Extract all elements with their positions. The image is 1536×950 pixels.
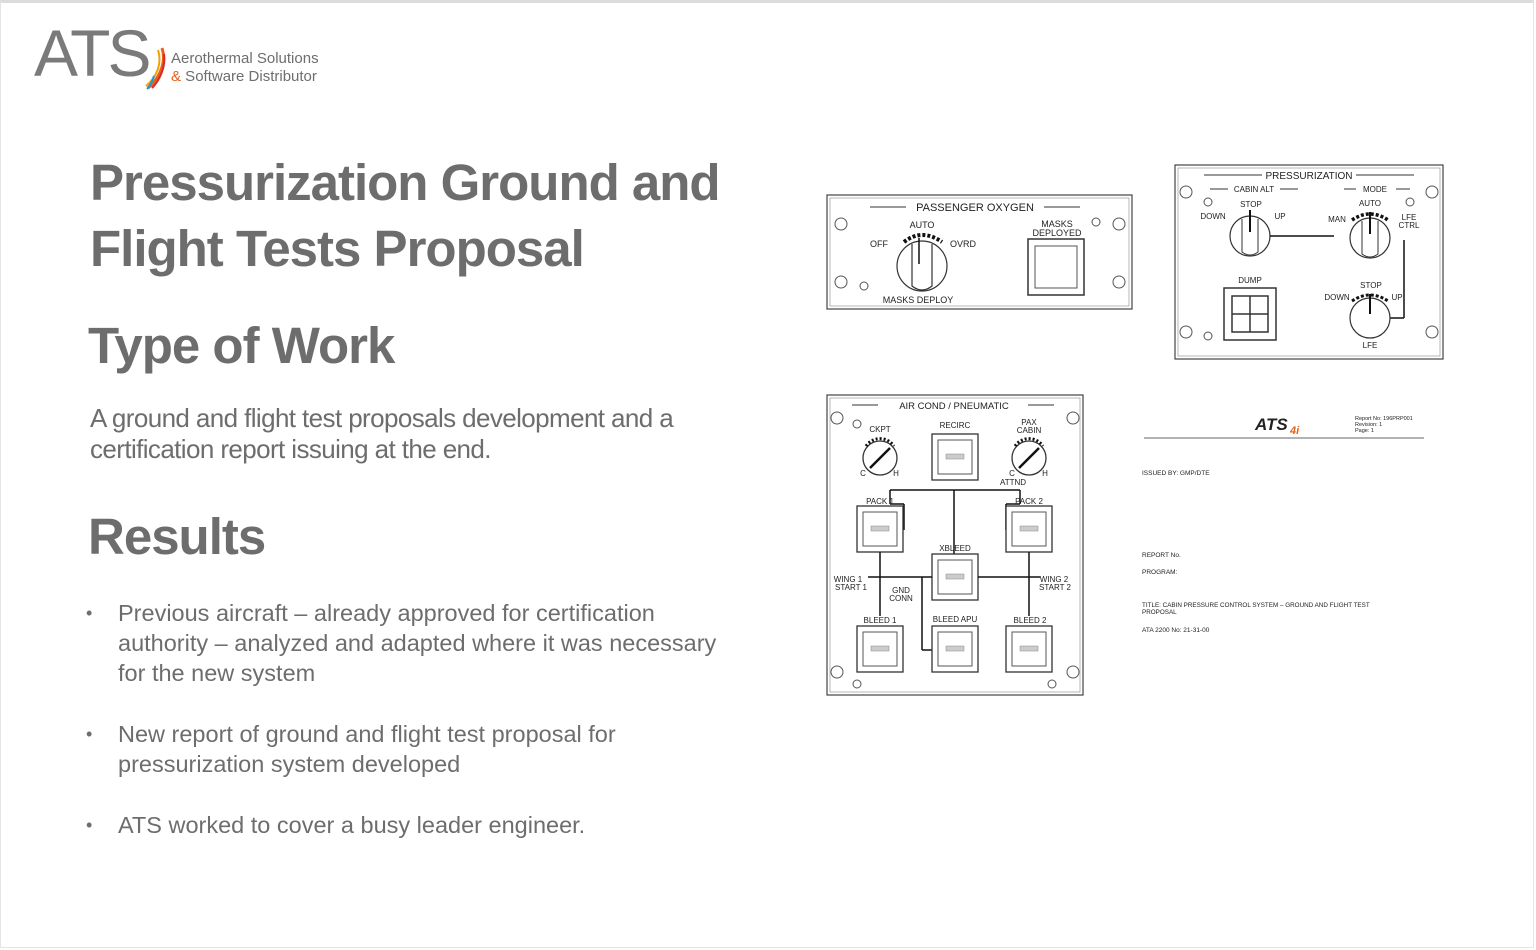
pack1-label: PACK 1 (866, 497, 894, 506)
recirc-label: RECIRC (939, 421, 971, 430)
results-item (86, 598, 726, 688)
report-number: Report No: 196PRP001 (1355, 416, 1413, 422)
bullet-icon: • (86, 815, 93, 835)
oxygen-ovrd-label: OVRD (949, 239, 977, 249)
type-of-work-description: A ground and flight test proposals development and a certification report issuing at the end. (90, 403, 674, 464)
logo-line-2-text: Software Distributor (181, 68, 317, 85)
aircond-title: AIR COND / PNEUMATIC (899, 401, 1009, 412)
masks-deployed-button[interactable] (1028, 239, 1084, 295)
cabin-alt-label: CABIN ALT (1233, 185, 1275, 194)
pax-h-label: H (1042, 469, 1048, 478)
results-list (86, 598, 726, 871)
results-item-text: Previous aircraft – already approved for certification authority – analyzed and adapted where it was necessary for the new system (118, 600, 717, 686)
wing1-label: WING 1 (833, 575, 863, 584)
report-no-label: REPORT No. (1142, 552, 1181, 559)
oxygen-off-label: OFF (870, 239, 888, 249)
results-heading: Results (88, 508, 266, 565)
conn-label: CONN (889, 594, 913, 603)
results-item-text: ATS worked to cover a busy leader engineer. (118, 812, 586, 838)
results-item (86, 719, 726, 779)
cabin-alt-stop-label: STOP (1240, 200, 1262, 209)
lfe-down-label: DOWN (1324, 293, 1350, 302)
start2-label: START 2 (1038, 583, 1072, 592)
attnd-label: ATTND (999, 478, 1027, 487)
bullet-icon: • (86, 603, 93, 623)
pressurization-title: PRESSURIZATION (1265, 171, 1353, 182)
report-revision: Revision: 1 (1355, 422, 1383, 428)
results-item-text: New report of ground and flight test proposal for pressurization system developed (118, 721, 616, 777)
cabin-alt-up-label: UP (1274, 212, 1286, 221)
report-program-label: PROGRAM: (1142, 569, 1178, 576)
start1-label: START 1 (834, 583, 868, 592)
passenger-oxygen-diagram (826, 194, 1134, 312)
mode-label: MODE (1363, 185, 1387, 194)
logo-line-1: Aerothermal Solutions (171, 50, 319, 67)
pressurization-panel (1174, 164, 1446, 362)
xbleed-label: XBLEED (939, 544, 971, 553)
oxygen-title: PASSENGER OXYGEN (916, 202, 1034, 214)
bleed2-label: BLEED 2 (1013, 616, 1047, 625)
report-brand-sub: 4i (1290, 425, 1300, 437)
dump-label: DUMP (1238, 276, 1262, 285)
deployed-label: DEPLOYED (1032, 228, 1082, 238)
pax-c-label: C (1009, 469, 1015, 478)
ckpt-c-label: C (860, 469, 866, 478)
logo-ampersand: & (171, 68, 182, 85)
slide-title: Pressurization Ground and Flight Tests Proposal (90, 154, 720, 277)
passenger-oxygen-panel (826, 194, 1134, 312)
gnd-label: GND (892, 586, 910, 595)
report-issued-by: ISSUED BY: GMP/DTE (1142, 470, 1210, 477)
type-of-work-heading: Type of Work (88, 317, 395, 374)
masks-deploy-label: MASKS DEPLOY (882, 295, 954, 305)
bleed1-label: BLEED 1 (863, 616, 897, 625)
bullet-icon: • (86, 724, 93, 744)
pack2-label: PACK 2 (1015, 497, 1043, 506)
report-brand: ATS (1255, 415, 1288, 434)
lfe-stop-label: STOP (1360, 281, 1382, 290)
mode-lfe-label: LFE (1401, 213, 1417, 222)
report-page: Page: 1 (1355, 428, 1374, 434)
results-item (86, 810, 726, 840)
logo-line-2 (171, 68, 317, 85)
lfe-up-label: UP (1391, 293, 1403, 302)
report-cover-page (1140, 408, 1440, 640)
cabin-label: CABIN (1016, 426, 1042, 435)
ckpt-h-label: H (893, 469, 899, 478)
masks-label: MASKS (1041, 219, 1073, 229)
logo-mark: ATS (34, 16, 149, 90)
cabin-alt-down-label: DOWN (1200, 212, 1226, 221)
ckpt-label: CKPT (869, 425, 891, 434)
air-cond-pneumatic-diagram (826, 394, 1086, 698)
wing2-label: WING 2 (1039, 575, 1069, 584)
mode-man-label: MAN (1328, 215, 1346, 224)
mode-auto-label: AUTO (1358, 199, 1382, 208)
ats-logo (34, 16, 354, 95)
report-cover-thumbnail (1140, 408, 1440, 640)
pressurization-diagram (1174, 164, 1446, 362)
lfe-bottom-label: LFE (1362, 341, 1378, 350)
report-ata-number: ATA 2200 No: 21-31-00 (1142, 627, 1210, 634)
pax-label: PAX (1021, 418, 1037, 427)
mode-ctrl-label: CTRL (1398, 221, 1420, 230)
oxygen-auto-label: AUTO (909, 220, 935, 230)
report-title-line-1: TITLE: CABIN PRESSURE CONTROL SYSTEM – GROUND AND FLIGHT TEST (1142, 602, 1370, 609)
bleed-apu-label: BLEED APU (932, 615, 978, 624)
logo-swoosh-icon (144, 46, 168, 90)
report-title-line-2: PROPOSAL (1142, 609, 1177, 616)
air-cond-pneumatic-panel (826, 394, 1086, 698)
